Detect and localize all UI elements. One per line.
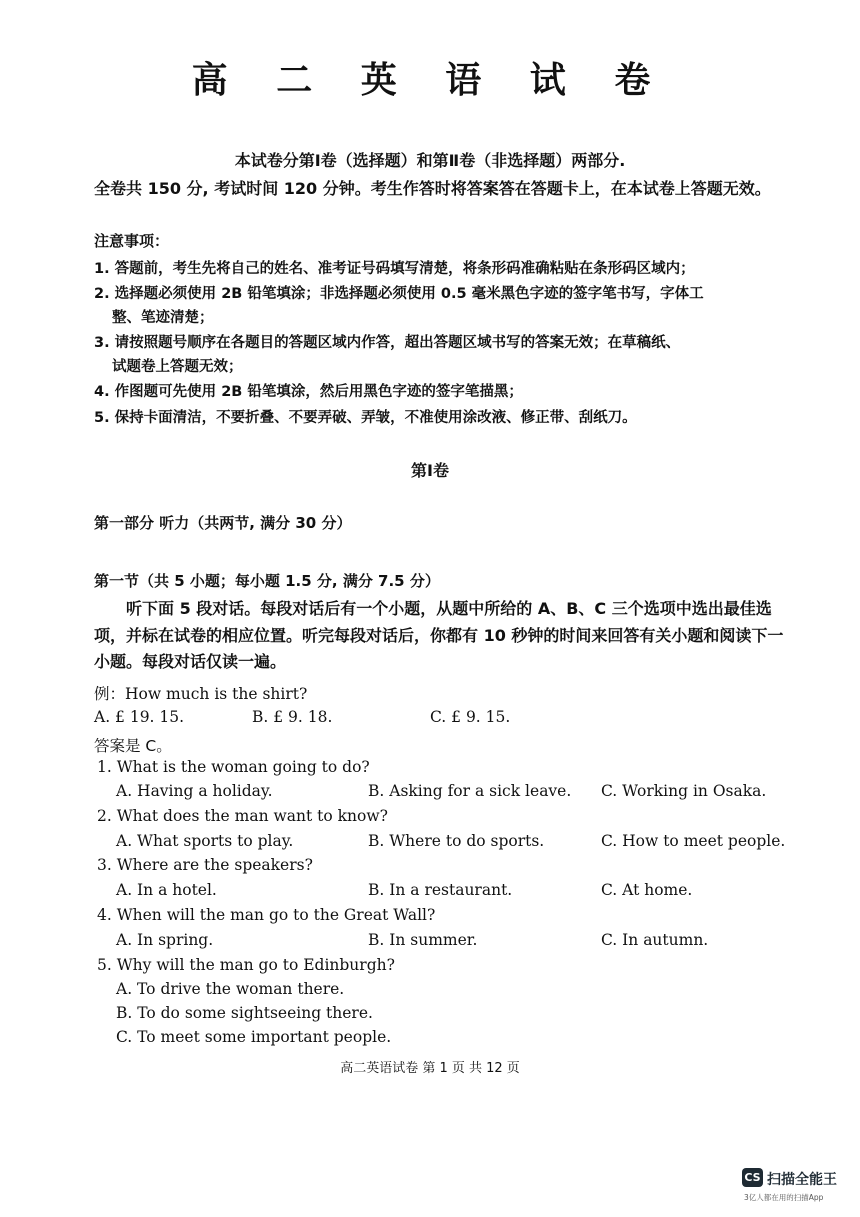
- watermark-name: 扫描全能王: [767, 1172, 837, 1188]
- example-option-a: A. £ 19. 15.: [94, 708, 185, 726]
- question-option-a: A. Having a holiday.: [116, 782, 273, 800]
- example-option-c: C. £ 9. 15.: [430, 708, 511, 726]
- question-option-b: B. In summer.: [368, 931, 478, 949]
- question-option-c: C. In autumn.: [601, 931, 709, 949]
- question-option-c: C. How to meet people.: [601, 832, 786, 850]
- camscanner-logo-icon: CS: [742, 1168, 763, 1187]
- camscanner-watermark: [742, 1168, 838, 1206]
- notes-heading: 注意事项：: [94, 232, 170, 250]
- question-option-b: B. Where to do sports.: [368, 832, 545, 850]
- question-option-c: C. To meet some important people.: [116, 1028, 392, 1046]
- volume-heading: 第Ⅰ卷: [411, 461, 449, 480]
- note-item: 3. 请按照题号顺序在各题目的答题区域内作答，超出答题区域书写的答案无效；在草稿纸、: [94, 335, 681, 351]
- section-instructions: 听下面 5 段对话。每段对话后有一个小题，从题中所给的 A、B、C 三个选项中选出最佳选项，并标在试卷的相应位置。听完每段对话后，你都有 10 秒钟的时间来回答有关小题和阅读下一小题。每段对话仅读一遍。: [94, 599, 784, 671]
- note-item: 1. 答题前，考生先将自己的姓名、准考证号码填写清楚，将条形码准确粘贴在条形码区域内；: [94, 261, 695, 277]
- watermark-tagline: 3亿人都在用的扫描App: [744, 1193, 824, 1202]
- intro-line-1: 本试卷分第Ⅰ卷（选择题）和第Ⅱ卷（非选择题）两部分.: [234, 151, 626, 170]
- page-footer: 高二英语试卷 第 1 页 共 12 页: [340, 1061, 520, 1076]
- question-option-c: C. At home.: [601, 881, 693, 899]
- question-stem: 1. What is the woman going to do?: [97, 758, 370, 776]
- question-option-c: C. Working in Osaka.: [601, 782, 767, 800]
- part-heading: 第一部分 听力（共两节, 满分 30 分）: [94, 514, 352, 532]
- question-stem: 3. Where are the speakers?: [97, 856, 313, 874]
- question-option-b: B. Asking for a sick leave.: [368, 782, 572, 800]
- note-item: 5. 保持卡面清洁，不要折叠、不要弄破、弄皱，不准使用涂改液、修正带、刮纸刀。: [94, 410, 637, 426]
- page-title: 高 二 英 语 试 卷: [191, 60, 669, 101]
- example-question: [94, 682, 307, 704]
- note-item-continued: 试题卷上答题无效；: [112, 359, 243, 375]
- example-label: 例：: [94, 685, 126, 703]
- example-option-b: B. £ 9. 18.: [252, 708, 333, 726]
- example-question-text: How much is the shirt?: [125, 685, 308, 703]
- question-option-a: A. To drive the woman there.: [116, 980, 345, 998]
- question-stem: 4. When will the man go to the Great Wall?: [97, 906, 436, 924]
- note-item: 4. 作图题可先使用 2B 铅笔填涂，然后用黑色字迹的签字笔描黑；: [94, 384, 523, 400]
- question-option-a: A. What sports to play.: [116, 832, 294, 850]
- note-item: 2. 选择题必须使用 2B 铅笔填涂；非选择题必须使用 0.5 毫米黑色字迹的签字笔书写，字体工: [94, 286, 704, 302]
- question-stem: 5. Why will the man go to Edinburgh?: [97, 956, 395, 974]
- question-option-b: B. To do some sightseeing there.: [116, 1004, 373, 1022]
- example-answer: 答案是 C。: [94, 737, 172, 755]
- note-item-continued: 整、笔迹清楚；: [112, 310, 214, 326]
- question-option-a: A. In spring.: [116, 931, 214, 949]
- question-option-b: B. In a restaurant.: [368, 881, 513, 899]
- intro-line-2: 全卷共 150 分, 考试时间 120 分钟。考生作答时将答案答在答题卡上，在本试卷上答题无效。: [94, 179, 771, 198]
- question-stem: 2. What does the man want to know?: [97, 807, 388, 825]
- section-heading: 第一节（共 5 小题；每小题 1.5 分, 满分 7.5 分）: [94, 572, 440, 590]
- question-option-a: A. In a hotel.: [116, 881, 217, 899]
